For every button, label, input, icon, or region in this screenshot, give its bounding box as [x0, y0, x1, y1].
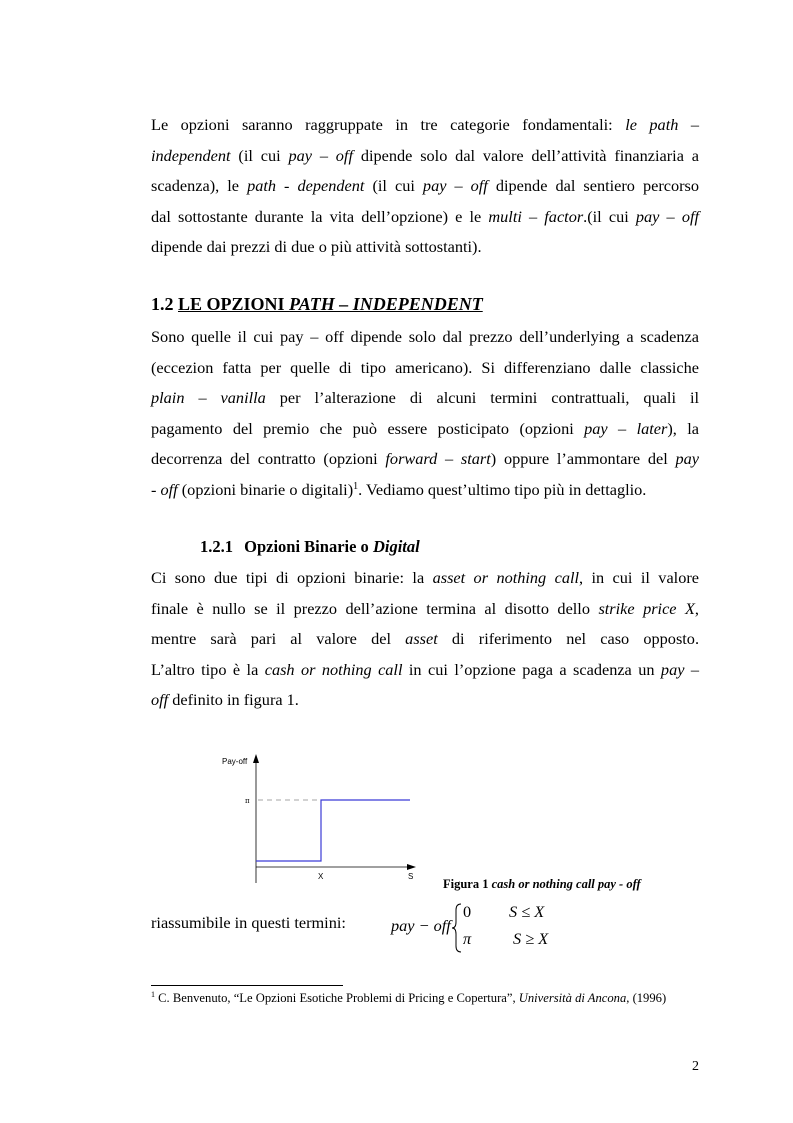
text-line: plain – vanilla per l’alterazione di alcuni termini contrattuali, quali il: [151, 388, 700, 408]
formula-case1-value: 0: [463, 902, 472, 921]
section-paragraph: [151, 322, 699, 506]
intro-paragraph: [151, 110, 699, 263]
formula-brace: [451, 902, 463, 954]
text-line: dal sottostante durante la vita dell’opzione) e le multi – factor.(il cui pay – off: [151, 206, 700, 226]
italic-term: pay – off: [422, 176, 488, 196]
figure-caption-text: cash or nothing call pay - off: [488, 877, 641, 891]
x-tick-label: X: [318, 872, 324, 881]
italic-term: off: [151, 690, 169, 710]
italic-term: forward – start: [385, 449, 491, 469]
figure-caption-label: Figura 1: [443, 877, 489, 891]
section-number: 1.2: [151, 294, 174, 314]
text-line: off definito in figura 1.: [151, 690, 299, 710]
italic-term: le path –: [625, 115, 699, 134]
italic-term: pay – off: [288, 145, 353, 165]
text-line: Le opzioni saranno raggruppate in tre categorie fondamentali: le path –: [151, 115, 699, 134]
subsection-heading: [200, 536, 420, 558]
text-line: mentre sarà pari al valore del asset di riferimento nel caso opposto.: [151, 629, 700, 649]
text-line: decorrenza del contratto (opzioni forward – start) oppure l’ammontare del pay: [151, 449, 699, 469]
footnote-ref: 1: [353, 480, 359, 492]
italic-term: asset: [405, 629, 438, 649]
section-title: LE OPZIONI PATH – INDEPENDENT: [178, 294, 483, 314]
italic-term: asset or nothing call: [432, 568, 580, 587]
italic-term: pay: [675, 449, 699, 469]
formula-case2-value: π: [463, 929, 472, 948]
italic-term: pay –: [660, 659, 699, 679]
italic-term: - off: [151, 479, 178, 499]
x-axis-arrow: [407, 864, 416, 870]
payoff-chart: [210, 750, 420, 885]
italic-term: pay – later: [584, 418, 668, 438]
italic-term: independent: [151, 145, 231, 165]
italic-term: path - dependent: [247, 176, 365, 196]
italic-term: pay – off: [635, 206, 700, 226]
text-line: L’altro tipo è la cash or nothing call in cui l’opzione paga a scadenza un pay –: [151, 659, 699, 679]
formula-lhs: pay − off: [391, 916, 451, 935]
footnote-marker: 1: [151, 990, 155, 999]
subsection-paragraph: [151, 563, 699, 716]
text-line: (eccezion fatta per quelle di tipo americano). Si differenziano dalle classiche: [151, 357, 699, 377]
x-axis-label: S: [408, 872, 414, 881]
y-tick-label: π: [245, 797, 250, 805]
section-heading: [151, 292, 483, 316]
text-line: - off (opzioni binarie o digitali)$^1$. Vediamo quest’ultimo tipo più in dettaglio.: [151, 479, 647, 499]
italic-term: plain – vanilla: [151, 388, 266, 408]
text-line: Sono quelle il cui pay – off dipende solo dal prezzo dell’underlying a scadenza: [151, 327, 699, 346]
footnote-rule: [151, 985, 343, 986]
text-line: dipende dai prezzi di due o più attività sottostanti).: [151, 237, 482, 257]
text-line: finale è nullo se il prezzo dell’azione termina al disotto dello strike price X,: [151, 598, 699, 618]
y-axis-arrow: [253, 754, 259, 763]
text-line: Ci sono due tipi di opzioni binarie: la asset or nothing call, in cui il valore: [151, 568, 699, 587]
subsection-title: Opzioni Binarie o Digital: [244, 537, 420, 556]
text-line: pagamento del premio che può essere posticipato (opzioni pay – later), la: [151, 418, 699, 438]
footnote: $^1$ C. Benvenuto, “Le Opzioni Esotiche Problemi di Pricing e Copertura”, Università di Ancona, (1996): [151, 990, 667, 1005]
italic-term: multi – factor: [488, 206, 584, 226]
subsection-number: 1.2.1: [200, 537, 233, 556]
italic-term: strike price X: [598, 598, 695, 618]
payoff-formula: [391, 900, 571, 960]
formula-case2-condition: S ≥ X: [513, 929, 549, 948]
formula-case1-condition: S ≤ X: [509, 902, 545, 921]
italic-term: cash or nothing call: [264, 659, 403, 679]
y-axis-label: Pay-off: [222, 757, 248, 766]
figure-caption: [443, 877, 641, 892]
formula-lead-text: riassumibile in questi termini:: [151, 913, 346, 932]
payoff-series-line: [256, 800, 410, 861]
text-line: independent (il cui pay – off dipende solo dal valore dell’attività finanziaria a: [151, 145, 699, 165]
text-line: scadenza), le path - dependent (il cui pay – off dipende dal sentiero percorso: [151, 176, 700, 196]
page-number: 2: [692, 1059, 699, 1074]
